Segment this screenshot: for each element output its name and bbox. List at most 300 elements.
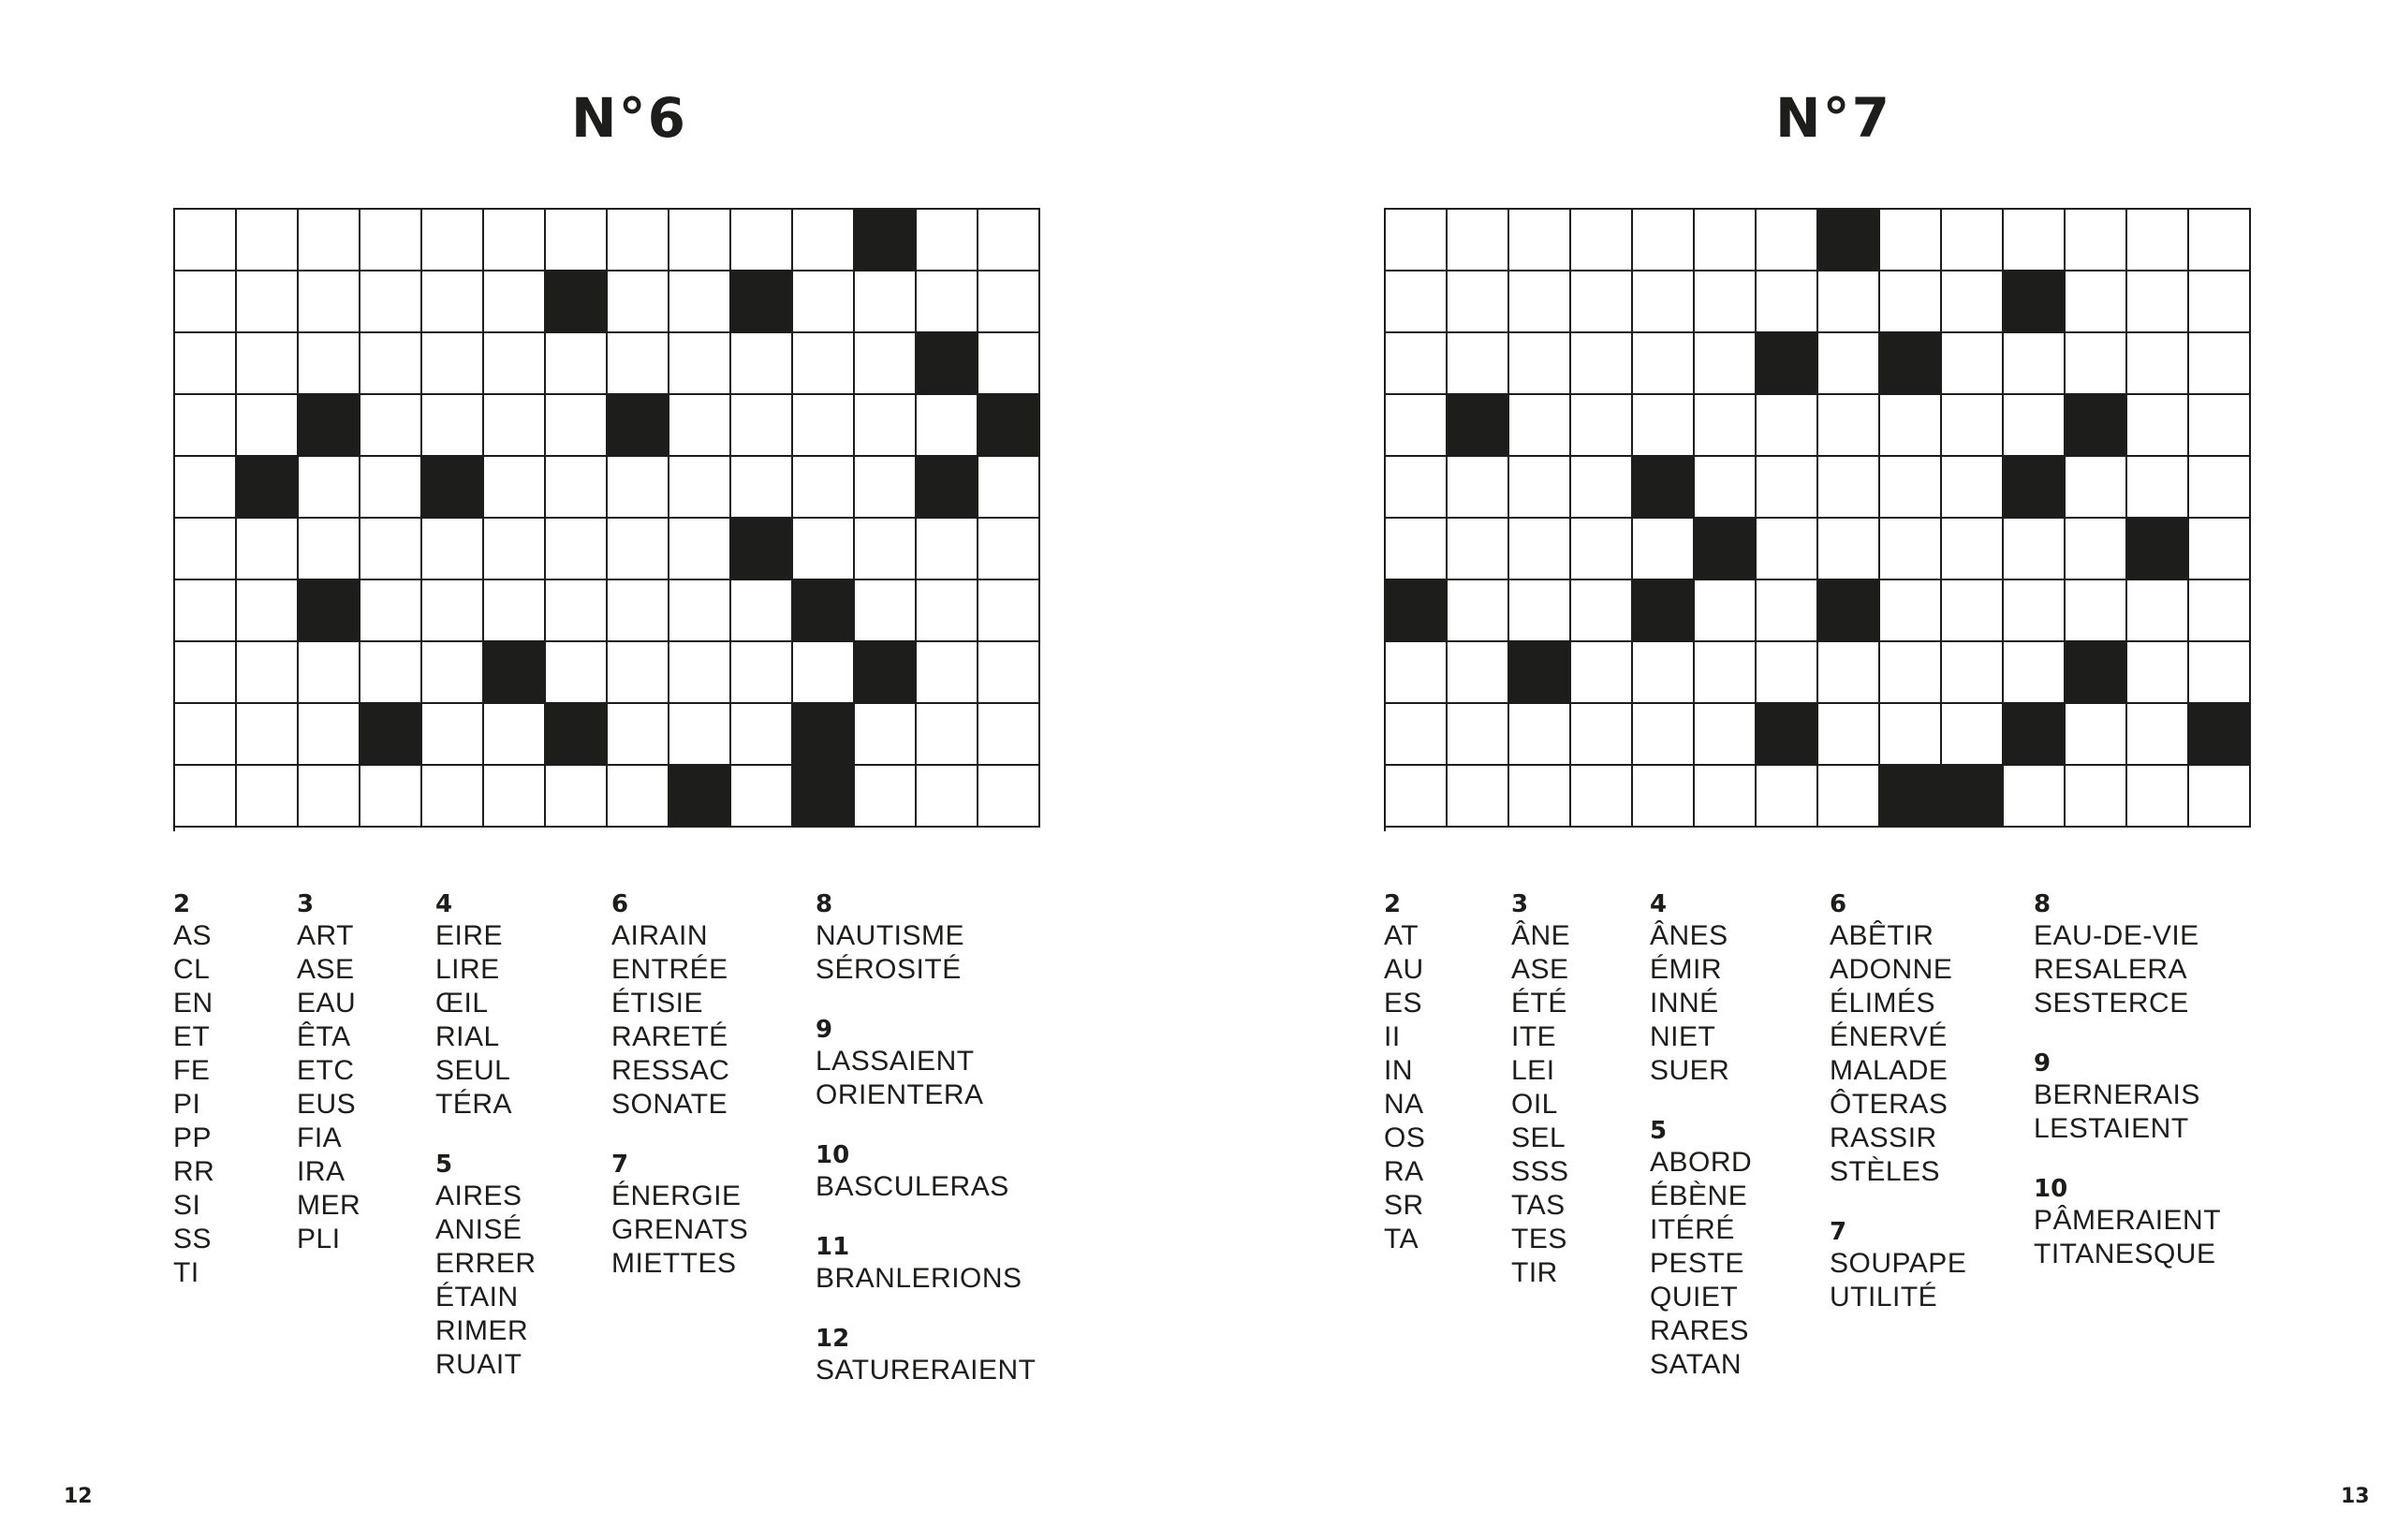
grid-cell[interactable] <box>484 519 546 580</box>
grid-cell[interactable] <box>1942 704 2004 766</box>
grid-cell[interactable] <box>422 766 484 828</box>
grid-cell[interactable] <box>731 333 793 395</box>
grid-cell[interactable] <box>360 580 422 642</box>
grid-cell[interactable] <box>978 766 1040 828</box>
grid-cell[interactable] <box>1509 210 1571 271</box>
grid-cell[interactable] <box>422 580 484 642</box>
grid-cell[interactable] <box>1386 704 1448 766</box>
grid-cell[interactable] <box>2189 457 2251 519</box>
grid-cell[interactable] <box>855 271 917 333</box>
grid-cell[interactable] <box>1942 395 2004 457</box>
grid-cell[interactable] <box>1509 271 1571 333</box>
word-item: ÂNES <box>1650 920 1728 951</box>
grid-cell[interactable] <box>669 704 731 766</box>
grid-cell[interactable] <box>669 519 731 580</box>
grid-cell-black <box>731 271 793 333</box>
grid-cell[interactable] <box>237 519 299 580</box>
grid-cell-black <box>360 704 422 766</box>
word-item: SEUL <box>435 1055 511 1086</box>
word-item: ÉTAIN <box>435 1282 519 1313</box>
grid-cell[interactable] <box>484 210 546 271</box>
grid-cell[interactable] <box>175 395 237 457</box>
grid-cell[interactable] <box>2189 395 2251 457</box>
grid-cell[interactable] <box>1818 704 1880 766</box>
word-group <box>435 1150 537 1382</box>
grid-cell[interactable] <box>608 704 669 766</box>
grid-cell[interactable] <box>2127 457 2189 519</box>
grid-cell[interactable] <box>1386 271 1448 333</box>
grid-cell[interactable] <box>422 333 484 395</box>
grid-cell[interactable] <box>793 271 855 333</box>
grid-cell[interactable] <box>917 395 978 457</box>
grid-cell[interactable] <box>299 642 360 704</box>
word-group <box>611 1150 748 1281</box>
grid-cell[interactable] <box>546 457 608 519</box>
grid-cell[interactable] <box>484 580 546 642</box>
word-item: TA <box>1384 1224 1419 1254</box>
grid-cell[interactable] <box>546 766 608 828</box>
grid-cell[interactable] <box>669 642 731 704</box>
grid-cell[interactable] <box>793 519 855 580</box>
grid-cell[interactable] <box>669 271 731 333</box>
grid-cell[interactable] <box>1571 766 1633 828</box>
grid-cell-black <box>546 704 608 766</box>
grid-cell[interactable] <box>484 766 546 828</box>
grid-cell[interactable] <box>793 395 855 457</box>
grid-cell[interactable] <box>2066 580 2127 642</box>
grid-cell[interactable] <box>422 519 484 580</box>
grid-cell[interactable] <box>2004 766 2066 828</box>
grid-cell[interactable] <box>1818 519 1880 580</box>
grid-cell[interactable] <box>2127 395 2189 457</box>
grid-cell[interactable] <box>1942 457 2004 519</box>
grid-cell[interactable] <box>1880 704 1942 766</box>
grid-cell[interactable] <box>360 271 422 333</box>
grid-cell[interactable] <box>484 457 546 519</box>
grid-cell[interactable] <box>1571 395 1633 457</box>
grid-cell[interactable] <box>360 766 422 828</box>
grid-cell[interactable] <box>1695 395 1757 457</box>
word-item: II <box>1384 1021 1401 1052</box>
grid-cell[interactable] <box>978 580 1040 642</box>
grid-cell[interactable] <box>2066 333 2127 395</box>
grid-cell[interactable] <box>608 457 669 519</box>
grid-cell[interactable] <box>484 333 546 395</box>
grid-cell[interactable] <box>237 642 299 704</box>
grid-cell[interactable] <box>1818 333 1880 395</box>
grid-cell-black <box>917 333 978 395</box>
grid-cell[interactable] <box>1818 271 1880 333</box>
grid-cell[interactable] <box>2189 210 2251 271</box>
grid-cell[interactable] <box>1757 580 1818 642</box>
grid-cell[interactable] <box>1880 580 1942 642</box>
grid-cell[interactable] <box>1757 766 1818 828</box>
grid-cell[interactable] <box>2004 580 2066 642</box>
word-item: FE <box>173 1055 211 1086</box>
word-group <box>2034 889 2221 1020</box>
word-item: RA <box>1384 1156 1424 1187</box>
grid-cell[interactable] <box>2004 395 2066 457</box>
grid-cell[interactable] <box>1386 333 1448 395</box>
grid-cell[interactable] <box>1509 395 1571 457</box>
grid-cell[interactable] <box>1386 642 1448 704</box>
grid-cell[interactable] <box>1448 766 1509 828</box>
word-item: SATURERAIENT <box>816 1355 1037 1386</box>
grid-cell[interactable] <box>978 457 1040 519</box>
word-column <box>435 889 537 1410</box>
grid-cell[interactable] <box>299 210 360 271</box>
grid-cell[interactable] <box>2189 642 2251 704</box>
grid-cell[interactable] <box>360 210 422 271</box>
grid-cell[interactable] <box>1633 642 1695 704</box>
grid-cell[interactable] <box>1880 271 1942 333</box>
grid-cell-black <box>2066 642 2127 704</box>
grid-cell[interactable] <box>917 766 978 828</box>
word-item: NIET <box>1650 1021 1716 1052</box>
grid-cell[interactable] <box>917 210 978 271</box>
word-item: SATAN <box>1650 1349 1743 1380</box>
grid-cell[interactable] <box>2066 519 2127 580</box>
grid-cell[interactable] <box>608 642 669 704</box>
grid-cell[interactable] <box>1818 395 1880 457</box>
grid-cell[interactable] <box>917 580 978 642</box>
grid-cell[interactable] <box>1695 210 1757 271</box>
grid-cell[interactable] <box>731 457 793 519</box>
grid-cell[interactable] <box>2189 580 2251 642</box>
grid-cell[interactable] <box>2189 519 2251 580</box>
grid-cell[interactable] <box>299 457 360 519</box>
grid-cell[interactable] <box>608 580 669 642</box>
grid-cell[interactable] <box>731 395 793 457</box>
grid-cell[interactable] <box>1571 580 1633 642</box>
grid-cell[interactable] <box>299 766 360 828</box>
grid-cell[interactable] <box>422 210 484 271</box>
word-item: INNÉ <box>1650 988 1719 1019</box>
grid-cell[interactable] <box>237 580 299 642</box>
grid-cell[interactable] <box>793 333 855 395</box>
grid-cell-black <box>422 457 484 519</box>
grid-cell[interactable] <box>1448 519 1509 580</box>
grid-cell[interactable] <box>237 766 299 828</box>
grid-cell[interactable] <box>484 704 546 766</box>
grid-cell[interactable] <box>1448 580 1509 642</box>
grid-cell[interactable] <box>1942 271 2004 333</box>
grid-cell[interactable] <box>1695 642 1757 704</box>
grid-cell[interactable] <box>1942 580 2004 642</box>
word-item: ITE <box>1511 1021 1557 1052</box>
grid-cell[interactable] <box>2066 704 2127 766</box>
word-item: EIRE <box>435 920 504 951</box>
grid-cell[interactable] <box>2127 210 2189 271</box>
grid-cell[interactable] <box>1386 766 1448 828</box>
grid-cell[interactable] <box>299 271 360 333</box>
grid-cell[interactable] <box>917 704 978 766</box>
grid-cell[interactable] <box>2189 271 2251 333</box>
word-item: AU <box>1384 954 1424 985</box>
grid-cell[interactable] <box>546 395 608 457</box>
word-item: NAUTISME <box>816 920 965 951</box>
grid-cell[interactable] <box>1571 457 1633 519</box>
grid-cell[interactable] <box>978 704 1040 766</box>
grid-cell-black <box>484 642 546 704</box>
grid-cell[interactable] <box>546 580 608 642</box>
grid-cell[interactable] <box>1942 519 2004 580</box>
word-item: SS <box>173 1224 213 1254</box>
grid-cell[interactable] <box>237 210 299 271</box>
grid-cell[interactable] <box>1880 642 1942 704</box>
grid-cell[interactable] <box>917 519 978 580</box>
grid-cell[interactable] <box>175 580 237 642</box>
grid-cell[interactable] <box>855 457 917 519</box>
grid-cell[interactable] <box>1509 333 1571 395</box>
grid-cell[interactable] <box>1571 704 1633 766</box>
grid-cell[interactable] <box>2127 271 2189 333</box>
grid-cell[interactable] <box>1386 457 1448 519</box>
grid-cell[interactable] <box>2189 766 2251 828</box>
grid-cell[interactable] <box>669 333 731 395</box>
grid-cell[interactable] <box>1757 642 1818 704</box>
grid-cell[interactable] <box>175 519 237 580</box>
grid-cell[interactable] <box>1695 333 1757 395</box>
grid-cell[interactable] <box>237 704 299 766</box>
grid-cell[interactable] <box>2004 642 2066 704</box>
grid-cell[interactable] <box>2127 642 2189 704</box>
word-item: ETC <box>297 1055 355 1086</box>
grid-cell[interactable] <box>175 704 237 766</box>
word-length-heading: 3 <box>297 890 315 918</box>
grid-cell[interactable] <box>608 519 669 580</box>
word-item: MALADE <box>1830 1055 1948 1086</box>
grid-cell[interactable] <box>855 580 917 642</box>
grid-cell[interactable] <box>1448 271 1509 333</box>
grid-cell[interactable] <box>1633 333 1695 395</box>
grid-cell[interactable] <box>2004 333 2066 395</box>
grid-cell[interactable] <box>1818 642 1880 704</box>
grid-cell[interactable] <box>855 704 917 766</box>
word-length-heading: 5 <box>1650 1117 1668 1145</box>
word-item: EAU <box>297 988 357 1019</box>
grid-cell[interactable] <box>1880 395 1942 457</box>
grid-cell[interactable] <box>1880 457 1942 519</box>
word-item: IN <box>1384 1055 1413 1086</box>
grid-cell[interactable] <box>546 642 608 704</box>
grid-cell[interactable] <box>1509 457 1571 519</box>
grid-cell[interactable] <box>1633 519 1695 580</box>
grid-cell[interactable] <box>669 395 731 457</box>
grid-cell[interactable] <box>669 210 731 271</box>
grid-cell[interactable] <box>1448 704 1509 766</box>
grid-cell[interactable] <box>175 642 237 704</box>
grid-cell[interactable] <box>1880 210 1942 271</box>
grid-cell[interactable] <box>546 333 608 395</box>
grid-cell[interactable] <box>1942 210 2004 271</box>
grid-cell[interactable] <box>978 271 1040 333</box>
grid-cell[interactable] <box>917 271 978 333</box>
grid-cell[interactable] <box>422 642 484 704</box>
grid-cell[interactable] <box>1509 766 1571 828</box>
grid-cell[interactable] <box>608 766 669 828</box>
grid-cell[interactable] <box>299 704 360 766</box>
grid-cell[interactable] <box>1448 333 1509 395</box>
grid-cell[interactable] <box>360 642 422 704</box>
grid-cell[interactable] <box>1695 704 1757 766</box>
grid-cell[interactable] <box>1509 704 1571 766</box>
grid-cell[interactable] <box>360 333 422 395</box>
grid-cell[interactable] <box>917 642 978 704</box>
word-group <box>1650 889 1752 1088</box>
grid-cell[interactable] <box>1695 457 1757 519</box>
grid-cell[interactable] <box>1942 333 2004 395</box>
grid-cell[interactable] <box>422 704 484 766</box>
grid-cell[interactable] <box>731 580 793 642</box>
word-item: ÉNERGIE <box>611 1181 742 1211</box>
grid-cell[interactable] <box>360 519 422 580</box>
grid-cell[interactable] <box>793 210 855 271</box>
grid-cell[interactable] <box>1818 457 1880 519</box>
grid-cell[interactable] <box>2189 333 2251 395</box>
word-column <box>1511 889 1570 1318</box>
grid-cell[interactable] <box>731 766 793 828</box>
grid-cell[interactable] <box>608 210 669 271</box>
grid-cell[interactable] <box>2004 210 2066 271</box>
word-group <box>611 889 748 1122</box>
grid-cell[interactable] <box>1633 271 1695 333</box>
grid-cell[interactable] <box>237 333 299 395</box>
grid-cell[interactable] <box>2066 457 2127 519</box>
grid-cell[interactable] <box>1757 210 1818 271</box>
grid-cell-black <box>2127 519 2189 580</box>
puzzle-title: N°6 <box>571 86 687 150</box>
grid-cell[interactable] <box>1386 395 1448 457</box>
grid-cell[interactable] <box>731 704 793 766</box>
grid-cell[interactable] <box>484 271 546 333</box>
grid-cell[interactable] <box>2066 210 2127 271</box>
word-item: ITÉRÉ <box>1650 1214 1735 1245</box>
grid-cell[interactable] <box>2127 766 2189 828</box>
grid-cell[interactable] <box>1880 519 1942 580</box>
word-column <box>2034 889 2221 1299</box>
grid-cell[interactable] <box>299 333 360 395</box>
word-length-heading: 5 <box>435 1151 453 1179</box>
grid-cell[interactable] <box>360 395 422 457</box>
grid-cell[interactable] <box>731 642 793 704</box>
grid-cell[interactable] <box>978 210 1040 271</box>
grid-cell[interactable] <box>608 271 669 333</box>
grid-cell[interactable] <box>731 210 793 271</box>
grid-cell[interactable] <box>1757 519 1818 580</box>
grid-cell[interactable] <box>2127 704 2189 766</box>
word-item: LESTAIENT <box>2034 1113 2189 1144</box>
word-item: LASSAIENT <box>816 1046 975 1077</box>
grid-cell[interactable] <box>484 395 546 457</box>
grid-cell[interactable] <box>422 271 484 333</box>
word-item: SI <box>173 1190 201 1221</box>
word-length-heading: 10 <box>2034 1175 2068 1203</box>
word-column <box>1384 889 1425 1284</box>
grid-cell[interactable] <box>1386 210 1448 271</box>
word-item: PESTE <box>1650 1248 1744 1279</box>
grid-cell[interactable] <box>1695 271 1757 333</box>
grid-cell[interactable] <box>608 333 669 395</box>
grid-cell[interactable] <box>546 210 608 271</box>
grid-cell[interactable] <box>2127 580 2189 642</box>
grid-cell[interactable] <box>175 271 237 333</box>
grid-cell[interactable] <box>1695 766 1757 828</box>
grid-cell[interactable] <box>1695 580 1757 642</box>
grid-cell[interactable] <box>1509 519 1571 580</box>
grid-cell[interactable] <box>2066 271 2127 333</box>
grid-cell[interactable] <box>978 519 1040 580</box>
grid-cell[interactable] <box>855 519 917 580</box>
grid-cell[interactable] <box>1757 457 1818 519</box>
grid-cell[interactable] <box>237 395 299 457</box>
grid-cell[interactable] <box>978 333 1040 395</box>
grid-cell[interactable] <box>1448 457 1509 519</box>
grid-cell[interactable] <box>2004 519 2066 580</box>
grid-cell[interactable] <box>1633 395 1695 457</box>
grid-cell[interactable] <box>175 210 237 271</box>
word-item: ÊTA <box>297 1021 351 1052</box>
grid-cell[interactable] <box>1942 642 2004 704</box>
grid-cell[interactable] <box>1571 333 1633 395</box>
word-item: UTILITÉ <box>1830 1282 1938 1313</box>
grid-cell[interactable] <box>1571 642 1633 704</box>
grid-cell[interactable] <box>978 642 1040 704</box>
grid-cell[interactable] <box>855 766 917 828</box>
word-item: FIA <box>297 1122 343 1153</box>
grid-cell[interactable] <box>546 519 608 580</box>
grid-cell[interactable] <box>175 457 237 519</box>
grid-cell[interactable] <box>1571 519 1633 580</box>
grid-cell[interactable] <box>2127 333 2189 395</box>
word-item: EAU-DE-VIE <box>2034 920 2199 951</box>
grid-cell[interactable] <box>175 766 237 828</box>
grid-cell[interactable] <box>1633 766 1695 828</box>
grid-cell[interactable] <box>2066 766 2127 828</box>
grid-cell[interactable] <box>299 519 360 580</box>
grid-cell[interactable] <box>669 457 731 519</box>
word-length-heading: 10 <box>816 1141 850 1169</box>
grid-cell[interactable] <box>237 271 299 333</box>
grid-cell[interactable] <box>669 580 731 642</box>
grid-cell[interactable] <box>855 395 917 457</box>
word-item: ÉBÈNE <box>1650 1181 1748 1211</box>
grid-cell[interactable] <box>1571 210 1633 271</box>
grid-cell[interactable] <box>1757 271 1818 333</box>
word-item: LIRE <box>435 954 500 985</box>
grid-cell[interactable] <box>422 395 484 457</box>
grid-cell[interactable] <box>1509 580 1571 642</box>
word-length-heading: 7 <box>1830 1218 1847 1246</box>
grid-cell[interactable] <box>793 642 855 704</box>
grid-cell[interactable] <box>793 457 855 519</box>
grid-cell[interactable] <box>1448 642 1509 704</box>
word-column <box>1830 889 1966 1342</box>
grid-cell[interactable] <box>855 333 917 395</box>
grid-cell[interactable] <box>1818 766 1880 828</box>
grid-cell[interactable] <box>1633 210 1695 271</box>
grid-cell[interactable] <box>1757 395 1818 457</box>
word-group <box>1830 1217 1966 1314</box>
grid-cell[interactable] <box>360 457 422 519</box>
grid-cell[interactable] <box>1633 704 1695 766</box>
grid-cell[interactable] <box>1386 519 1448 580</box>
grid-cell[interactable] <box>175 333 237 395</box>
word-length-heading: 4 <box>1650 890 1668 918</box>
word-item: ŒIL <box>435 988 489 1019</box>
grid-cell[interactable] <box>1448 210 1509 271</box>
grid-cell[interactable] <box>1571 271 1633 333</box>
